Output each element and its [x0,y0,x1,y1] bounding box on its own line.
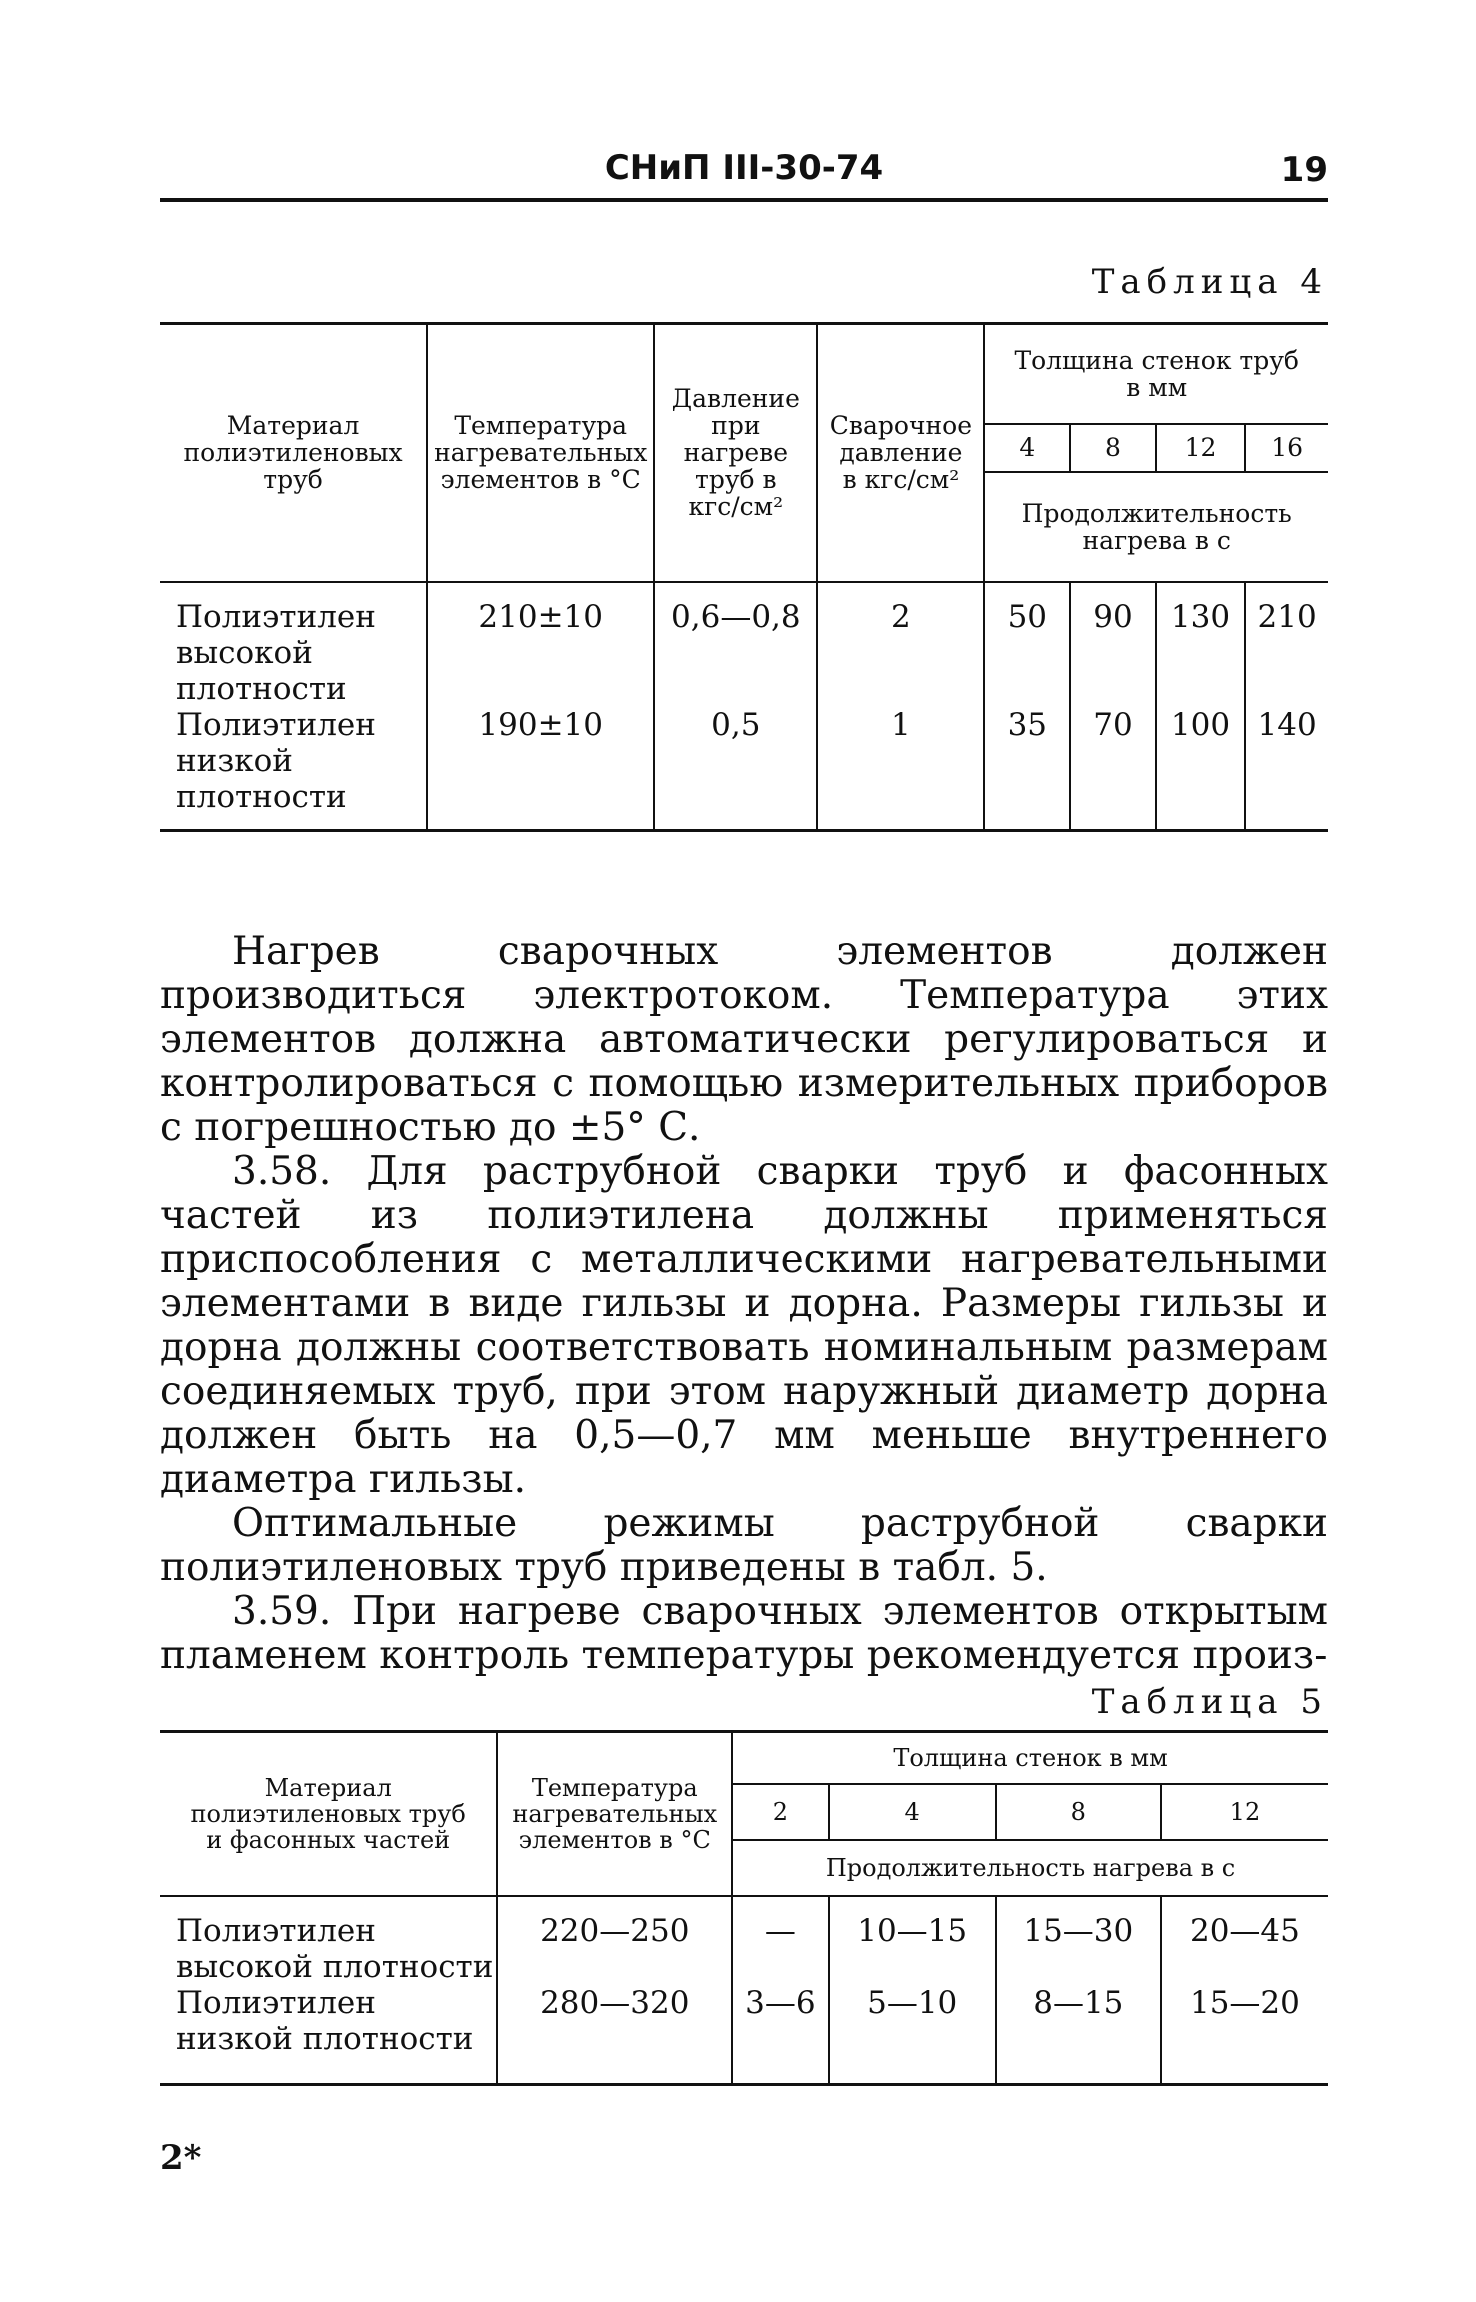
t4-thickness-12: 12 [1156,424,1245,472]
table5-caption: Таблица 5 [1091,1682,1328,1722]
table-row [160,1896,1328,1985]
table-5 [160,1730,1328,2086]
t5-thickness-2: 2 [732,1784,829,1840]
t5-header-temperature: Температура нагревательных элементов в °С [497,1732,732,1896]
table-row [160,707,1328,831]
paragraph-3-58: 3.58. Для раструбной сварки труб и фасонных частей из полиэтилена должны применяться приспособления с металлическими нагревательными элементами в виде гильзы и дорна. Размеры гильзы и дорна должны соответствовать номинальным размерам соединяемых труб, при этом наружный диаметр дорна должен быть на 0,5—0,7 мм меньше внутреннего диаметра гильзы. [160,1149,1328,1502]
body-text [160,930,1328,1678]
t5-row1-duration-4: 10—15 [829,1896,996,1985]
table4-caption: Таблица 4 [1091,262,1328,302]
table-row [160,582,1328,707]
header-rule [160,198,1328,202]
t5-header-duration: Продолжительность нагрева в с [732,1840,1328,1896]
t4-thickness-4: 4 [984,424,1070,472]
t4-row2-temperature: 190±10 [427,707,654,831]
paragraph-optimal-modes: Оптимальные режимы раструбной сварки полиэтиленовых труб приведены в табл. 5. [160,1501,1328,1590]
t4-row2-duration-16: 140 [1245,707,1328,831]
t4-header-temperature: Температура нагревательных элементов в °С [427,324,654,582]
paragraph-3-59: 3.59. При нагреве сварочных элементов открытым пламенем контроль температуры рекомендуется произ- [160,1589,1328,1678]
t4-row2-material: Полиэтилен низкой плотности [176,706,376,815]
t5-row1-duration-12: 20—45 [1161,1896,1328,1985]
t4-row1-duration-4: 50 [984,582,1070,707]
t4-thickness-8: 8 [1070,424,1156,472]
t5-thickness-8: 8 [996,1784,1161,1840]
t5-row2-temperature: 280—320 [497,1985,732,2085]
table-4 [160,322,1328,832]
t4-row1-duration-12: 130 [1156,582,1245,707]
t4-row1-pressure-heat: 0,6—0,8 [654,582,817,707]
t5-thickness-4: 4 [829,1784,996,1840]
t4-row2-pressure-weld: 1 [817,707,984,831]
t5-row2-duration-12: 15—20 [1161,1985,1328,2085]
page-number: 19 [1280,150,1328,190]
t4-row1-pressure-weld: 2 [817,582,984,707]
t4-row2-duration-4: 35 [984,707,1070,831]
t4-row2-duration-12: 100 [1156,707,1245,831]
t4-header-thickness: Толщина стенок труб в мм [984,324,1328,424]
t4-row1-temperature: 210±10 [427,582,654,707]
t4-row1-material: Полиэтилен высокой плотности [176,598,376,707]
t5-row1-duration-8: 15—30 [996,1896,1161,1985]
document-code: СНиП III-30-74 [604,148,884,188]
t4-thickness-16: 16 [1245,424,1328,472]
t4-header-pressure-weld: Сварочное давление в кгс/см² [817,324,984,582]
t5-row2-duration-2: 3—6 [732,1985,829,2085]
t5-row1-material: Полиэтилен высокой плотности [176,1912,494,1985]
t4-row1-duration-8: 90 [1070,582,1156,707]
t5-header-thickness: Толщина стенок в мм [732,1732,1328,1784]
t4-row2-duration-8: 70 [1070,707,1156,831]
table-row [160,1985,1328,2085]
t5-row2-duration-4: 5—10 [829,1985,996,2085]
t4-header-material: Материал полиэтиленовых труб [160,324,427,582]
t5-row1-duration-2: — [732,1896,829,1985]
t5-thickness-12: 12 [1161,1784,1328,1840]
t5-header-material: Материал полиэтиленовых труб и фасонных частей [160,1732,497,1896]
t4-header-duration: Продолжительность нагрева в с [984,472,1328,582]
t4-row1-duration-16: 210 [1245,582,1328,707]
t4-row2-pressure-heat: 0,5 [654,707,817,831]
t5-row1-temperature: 220—250 [497,1896,732,1985]
t4-header-pressure-heat: Давление при нагреве труб в кгс/см² [654,324,817,582]
paragraph-heating: Нагрев сварочных элементов должен производиться электротоком. Температура этих элементов должна автоматически регулироваться и контролироваться с помощью измерительных приборов с погрешностью до ±5° С. [160,929,1328,1150]
t5-row2-material: Полиэтилен низкой плотности [176,1984,474,2057]
signature-mark: 2* [160,2138,202,2178]
t5-row2-duration-8: 8—15 [996,1985,1161,2085]
